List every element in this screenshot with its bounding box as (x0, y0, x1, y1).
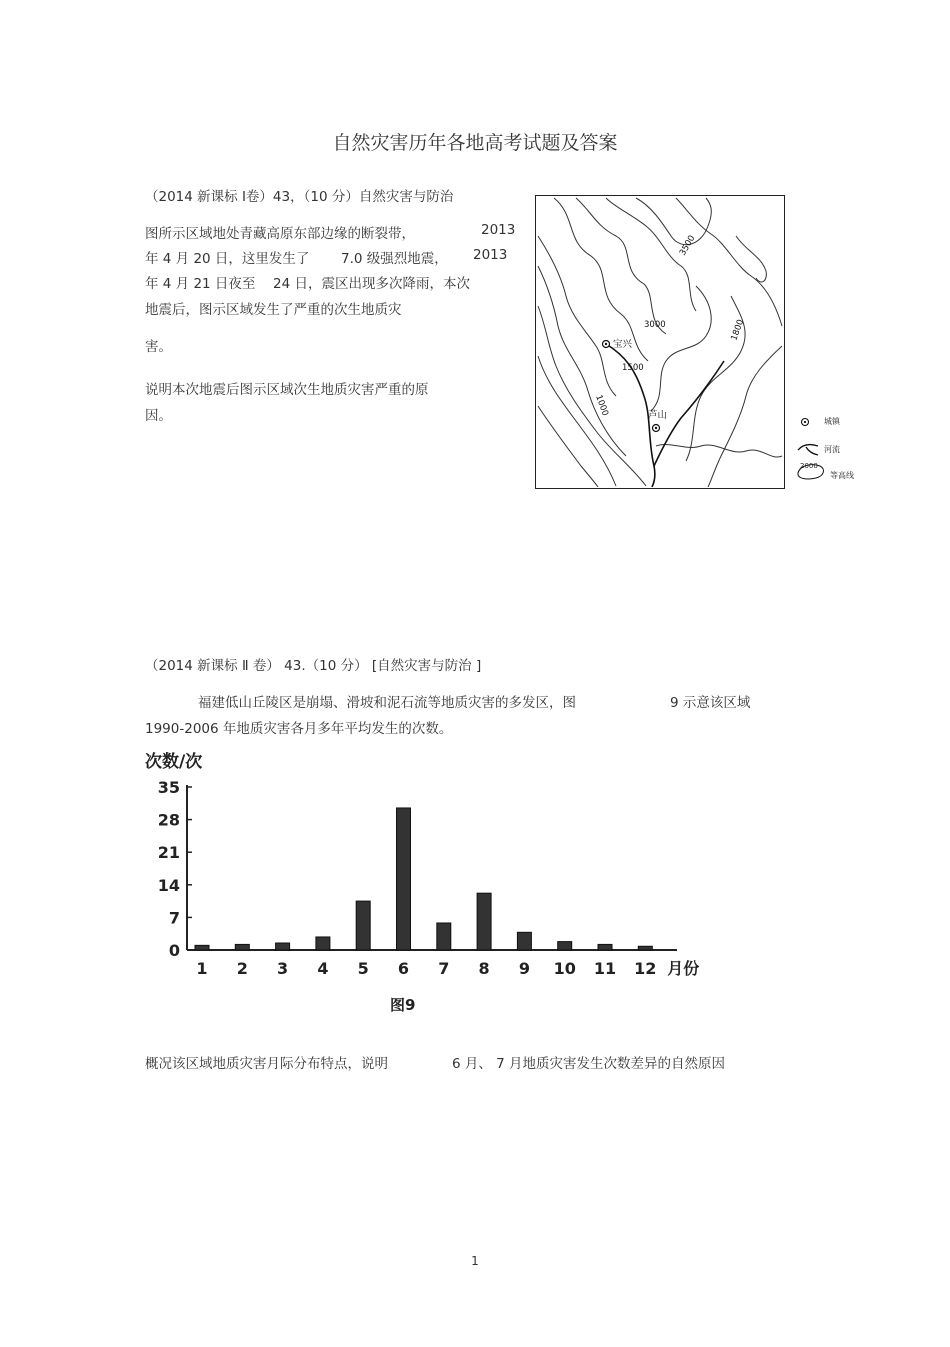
q1-line-3-mid: 24 日，震区出现多次降雨，本次 (273, 276, 470, 292)
contour-line (636, 198, 711, 245)
x-tick-label: 10 (553, 959, 576, 978)
y-tick-label: 7 (168, 908, 180, 928)
q1-line-4: 地震后，图示区域发生了严重的次生地质灾 (145, 302, 402, 318)
q2-para-line-2: 1990-2006 年地质灾害各月多年平均发生的次数。 (145, 721, 453, 737)
bar-month-5 (356, 901, 370, 950)
x-tick-label: 6 (397, 959, 410, 978)
q2-question: 概况该区域地质灾害月际分布特点，说明 (145, 1056, 388, 1072)
bar-month-4 (316, 937, 330, 950)
bar-month-8 (477, 893, 491, 950)
bar-month-6 (397, 808, 411, 950)
x-tick-label: 7 (438, 959, 450, 978)
y-tick-label: 0 (168, 941, 180, 960)
contour-label-1800: 1800 (729, 318, 747, 343)
bar-month-12 (638, 946, 652, 950)
q1-line-2-tail: 2013 (473, 247, 508, 263)
contour-line (538, 356, 616, 486)
page-title: 自然灾害历年各地高考试题及答案 (332, 132, 618, 154)
q1-question-1: 说明本次地震后图示区域次生地质灾害严重的原 (145, 382, 429, 398)
q1-line-2: 年 4 月 20 日，这里发生了 (145, 251, 310, 267)
bar-chart (140, 745, 720, 1025)
contour-label-1500: 1500 (622, 363, 644, 373)
contour-map-svg (536, 196, 783, 487)
y-tick-label: 35 (157, 778, 180, 797)
contour-line (538, 266, 626, 456)
legend-town-label: 城镇 (824, 417, 840, 426)
contour-label-3500: 3500 (677, 233, 698, 258)
contour-line (538, 306, 646, 486)
contour-line (538, 236, 616, 396)
map-legend (792, 410, 882, 490)
contour-line (554, 198, 648, 361)
x-tick-label: 12 (634, 959, 657, 978)
town-label-baoxing: 宝兴 (613, 339, 633, 350)
bar-month-7 (437, 923, 451, 950)
q2-para-line-1: 福建低山丘陵区是崩塌、滑坡和泥石流等地质灾害的多发区，图 (198, 695, 576, 711)
x-tick-label: 11 (593, 959, 617, 978)
y-axis (158, 778, 192, 960)
y-tick-label: 21 (157, 843, 180, 863)
x-tick-label: 2 (236, 959, 248, 978)
bar-month-9 (517, 932, 531, 950)
q1-line-3: 年 4 月 21 日夜至 (145, 276, 256, 292)
contour-line (736, 236, 766, 282)
contour-label-1000: 1000 (593, 393, 610, 418)
y-tick-label: 14 (157, 875, 180, 895)
q1-line-2-mid: 7.0 级强烈地震， (341, 251, 448, 267)
page-number: 1 (471, 1254, 479, 1268)
x-axis (187, 946, 699, 978)
bar-month-10 (558, 942, 572, 950)
q1-header: （2014 新课标 Ⅰ卷）43，（10 分）自然灾害与防治 (145, 189, 454, 205)
q1-question-2: 因。 (145, 408, 172, 424)
bar-month-3 (276, 943, 290, 950)
legend-contour-label: 等高线 (830, 471, 854, 480)
x-tick-label: 5 (357, 959, 369, 978)
town-marker-dot (605, 343, 607, 345)
q1-line-5: 害。 (145, 339, 172, 355)
x-tick-label: 9 (518, 959, 530, 978)
legend-river-label: 河流 (824, 445, 840, 454)
bar-month-1 (195, 945, 209, 950)
contour-line (538, 406, 598, 487)
q2-question-tail: 6 月、 7 月地质灾害发生次数差异的自然原因 (452, 1056, 726, 1072)
x-tick-label: 1 (196, 959, 208, 978)
x-tick-label: 8 (478, 959, 490, 978)
bars (195, 808, 652, 950)
town-label-lushan: 芦山 (648, 410, 668, 421)
q1-line-1: 图所示区域地处青藏高原东部边缘的断裂带， (145, 226, 415, 242)
q2-header: （2014 新课标 Ⅱ 卷） 43.（10 分） [自然灾害与防治 ] (145, 658, 482, 674)
contour-line (656, 445, 782, 457)
x-axis-label: 月份 (667, 959, 700, 978)
contour-map (535, 195, 785, 489)
contour-line (676, 198, 782, 326)
q2-para-line-1-tail: 9 示意该区域 (670, 695, 751, 711)
legend-contour-value: 2000 (800, 462, 818, 470)
x-tick-label: 3 (277, 959, 289, 978)
town-marker-dot (655, 427, 657, 429)
x-tick-label: 4 (317, 959, 329, 978)
bar-month-2 (235, 944, 249, 950)
contour-label-3000: 3000 (644, 320, 666, 330)
q1-line-1-tail: 2013 (481, 222, 516, 238)
y-axis-label: 次数/次 (145, 752, 203, 772)
y-tick-label: 28 (157, 810, 180, 830)
chart-caption: 图9 (390, 996, 416, 1014)
bar-month-11 (598, 944, 612, 950)
